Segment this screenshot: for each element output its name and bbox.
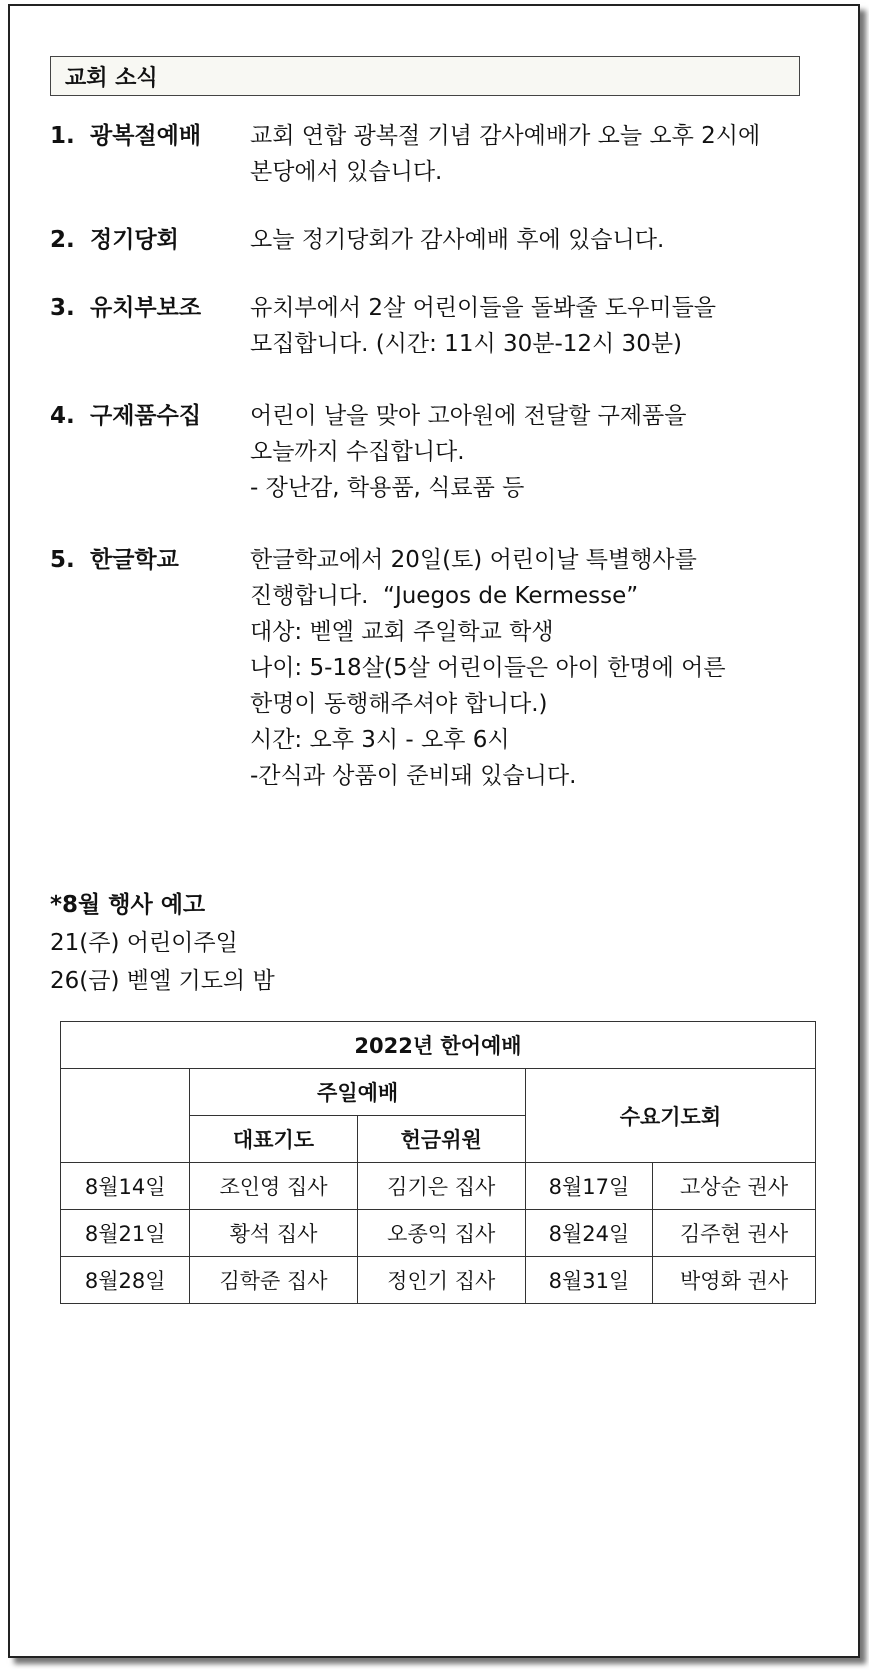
table-header-row bbox=[61, 1069, 816, 1116]
item-line: 오늘까지 수집합니다. bbox=[250, 439, 465, 465]
item-number: 4. bbox=[50, 403, 75, 429]
wednesday-leader: 김주현 권사 bbox=[653, 1210, 816, 1257]
bulletin-page bbox=[8, 4, 860, 1658]
item-title: 광복절예배 bbox=[90, 123, 202, 149]
item-body bbox=[250, 542, 810, 794]
event-notice bbox=[50, 886, 275, 1000]
item-line: 한글학교에서 20일(토) 어린이날 특별행사를 bbox=[250, 547, 697, 573]
wednesday-date: 8월24일 bbox=[525, 1210, 652, 1257]
table-row bbox=[61, 1163, 816, 1210]
empty-header-cell bbox=[61, 1069, 190, 1163]
item-number: 1. bbox=[50, 123, 75, 149]
prayer-header: 대표기도 bbox=[190, 1116, 357, 1163]
section-header bbox=[50, 56, 800, 96]
offering-member: 김기은 집사 bbox=[357, 1163, 525, 1210]
prayer-leader: 김학준 집사 bbox=[190, 1257, 357, 1304]
news-item-5 bbox=[50, 542, 810, 794]
news-item-2 bbox=[50, 222, 810, 258]
sunday-header: 주일예배 bbox=[190, 1069, 525, 1116]
notice-line: 26(금) 벧엘 기도의 밤 bbox=[50, 968, 275, 994]
item-body bbox=[250, 222, 810, 258]
item-line: 한명이 동행해주셔야 합니다.) bbox=[250, 691, 548, 717]
item-line: - 장난감, 학용품, 식료품 등 bbox=[250, 475, 525, 501]
item-line: 어린이 날을 맞아 고아원에 전달할 구제품을 bbox=[250, 403, 687, 429]
item-line: 유치부에서 2살 어린이들을 돌봐줄 도우미들을 bbox=[250, 295, 717, 321]
table-row bbox=[61, 1210, 816, 1257]
table-row bbox=[61, 1257, 816, 1304]
news-item-1 bbox=[50, 118, 810, 190]
item-line: 나이: 5-18살(5살 어린이들은 아이 한명에 어른 bbox=[250, 655, 726, 681]
offering-header: 헌금위원 bbox=[357, 1116, 525, 1163]
news-item-4 bbox=[50, 398, 810, 506]
sunday-date: 8월14일 bbox=[61, 1163, 190, 1210]
wednesday-leader: 고상순 권사 bbox=[653, 1163, 816, 1210]
item-line: 모집합니다. (시간: 11시 30분-12시 30분) bbox=[250, 331, 683, 357]
item-title: 유치부보조 bbox=[90, 295, 202, 321]
table-title: 2022년 한어예배 bbox=[61, 1022, 816, 1069]
prayer-leader: 조인영 집사 bbox=[190, 1163, 357, 1210]
item-number: 5. bbox=[50, 547, 75, 573]
item-line: 오늘 정기당회가 감사예배 후에 있습니다. bbox=[250, 227, 665, 253]
worship-schedule-table bbox=[60, 1021, 816, 1304]
item-line: 교회 연합 광복절 기념 감사예배가 오늘 오후 2시에 bbox=[250, 123, 761, 149]
item-title: 한글학교 bbox=[90, 547, 179, 573]
sunday-date: 8월21일 bbox=[61, 1210, 190, 1257]
item-title: 정기당회 bbox=[90, 227, 179, 253]
item-line: -간식과 상품이 준비돼 있습니다. bbox=[250, 763, 577, 789]
wednesday-leader: 박영화 권사 bbox=[653, 1257, 816, 1304]
item-line: 진행합니다. “Juegos de Kermesse” bbox=[250, 583, 639, 609]
section-title: 교회 소식 bbox=[65, 65, 158, 91]
wednesday-date: 8월31일 bbox=[525, 1257, 652, 1304]
table-title-row bbox=[61, 1022, 816, 1069]
notice-line: 21(주) 어린이주일 bbox=[50, 930, 238, 956]
item-number: 3. bbox=[50, 295, 75, 321]
item-title: 구제품수집 bbox=[90, 403, 202, 429]
item-line: 대상: 벧엘 교회 주일학교 학생 bbox=[250, 619, 554, 645]
item-body bbox=[250, 398, 810, 506]
wednesday-header: 수요기도회 bbox=[525, 1069, 815, 1163]
notice-heading: *8월 행사 예고 bbox=[50, 892, 206, 918]
offering-member: 정인기 집사 bbox=[357, 1257, 525, 1304]
wednesday-date: 8월17일 bbox=[525, 1163, 652, 1210]
news-item-3 bbox=[50, 290, 810, 362]
sunday-date: 8월28일 bbox=[61, 1257, 190, 1304]
prayer-leader: 황석 집사 bbox=[190, 1210, 357, 1257]
item-line: 본당에서 있습니다. bbox=[250, 159, 443, 185]
item-body bbox=[250, 290, 810, 362]
item-line: 시간: 오후 3시 - 오후 6시 bbox=[250, 727, 510, 753]
item-body bbox=[250, 118, 810, 190]
offering-member: 오종익 집사 bbox=[357, 1210, 525, 1257]
item-number: 2. bbox=[50, 227, 75, 253]
